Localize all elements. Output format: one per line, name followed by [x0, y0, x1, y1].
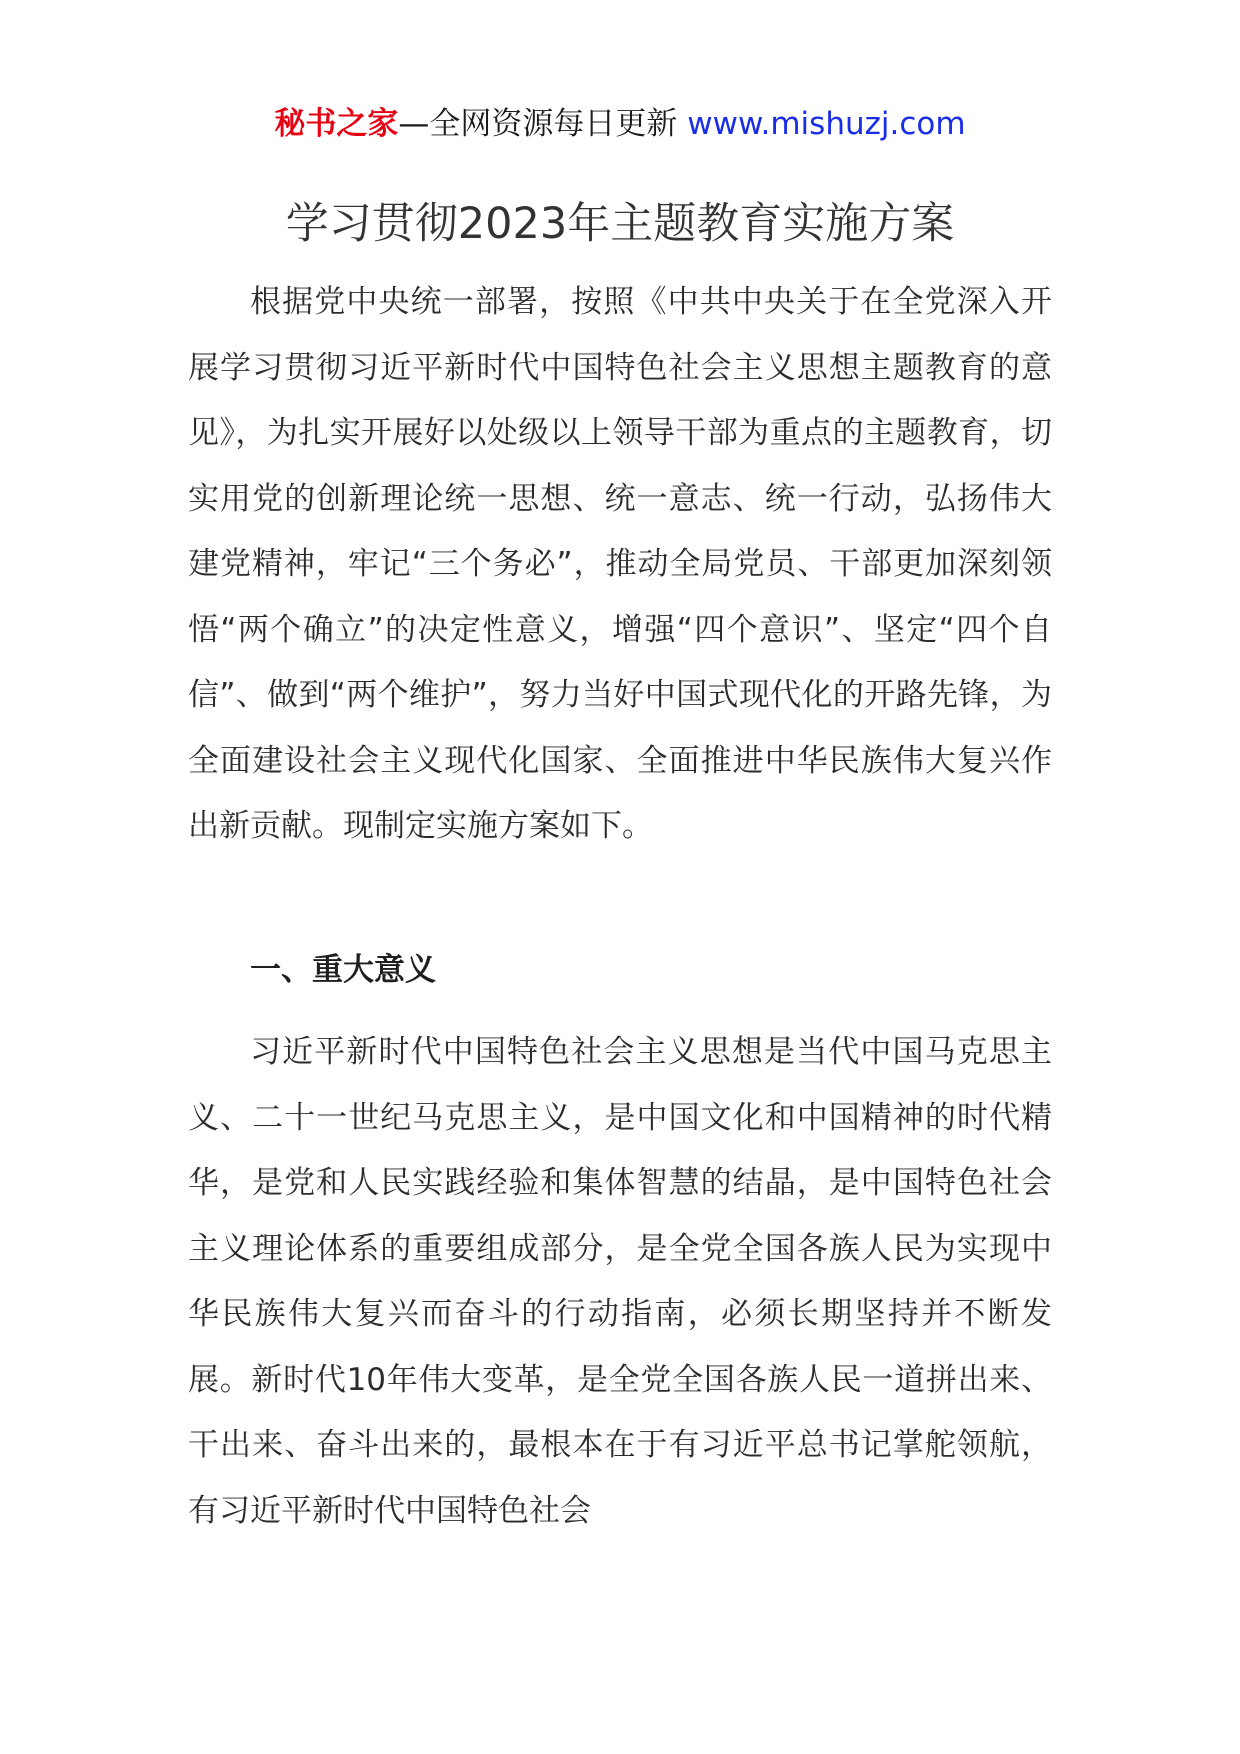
- site-url-link[interactable]: www.mishuzj.com: [687, 106, 966, 142]
- header-slogan: —全网资源每日更新: [398, 106, 688, 142]
- brand-name: 秘书之家: [274, 106, 399, 142]
- intro-paragraph: 根据党中央统一部署，按照《中共中央关于在全党深入开展学习贯彻习近平新时代中国特色社会主义思想主题教育的意见》，为扎实开展好以处级以上领导干部为重点的主题教育，切实用党的创新理论统一思想、统一意志、统一行动，弘扬伟大建党精神，牢记“三个务必”，推动全局党员、干部更加深刻领悟“两个确立”的决定性意义，增强“四个意识”、坚定“四个自信”、做到“两个维护”，努力当好中国式现代化的开路先锋，为全面建设社会主义现代化国家、全面推进中华民族伟大复兴作出新贡献。现制定实施方案如下。: [188, 284, 1052, 844]
- section-heading: 一、重大意义: [250, 952, 436, 988]
- site-header: [0, 100, 1240, 148]
- document-title: 学习贯彻2023年主题教育实施方案: [285, 199, 955, 249]
- section-paragraph: 习近平新时代中国特色社会主义思想是当代中国马克思主义、二十一世纪马克思主义，是中国文化和中国精神的时代精华，是党和人民实践经验和集体智慧的结晶，是中国特色社会主义理论体系的重要组成部分，是全党全国各族人民为实现中华民族伟大复兴而奋斗的行动指南，必须长期坚持并不断发展。新时代10年伟大变革，是全党全国各族人民一道拼出来、干出来、奋斗出来的，最根本在于有习近平总书记掌舵领航，有习近平新时代中国特色社会: [188, 1034, 1052, 1529]
